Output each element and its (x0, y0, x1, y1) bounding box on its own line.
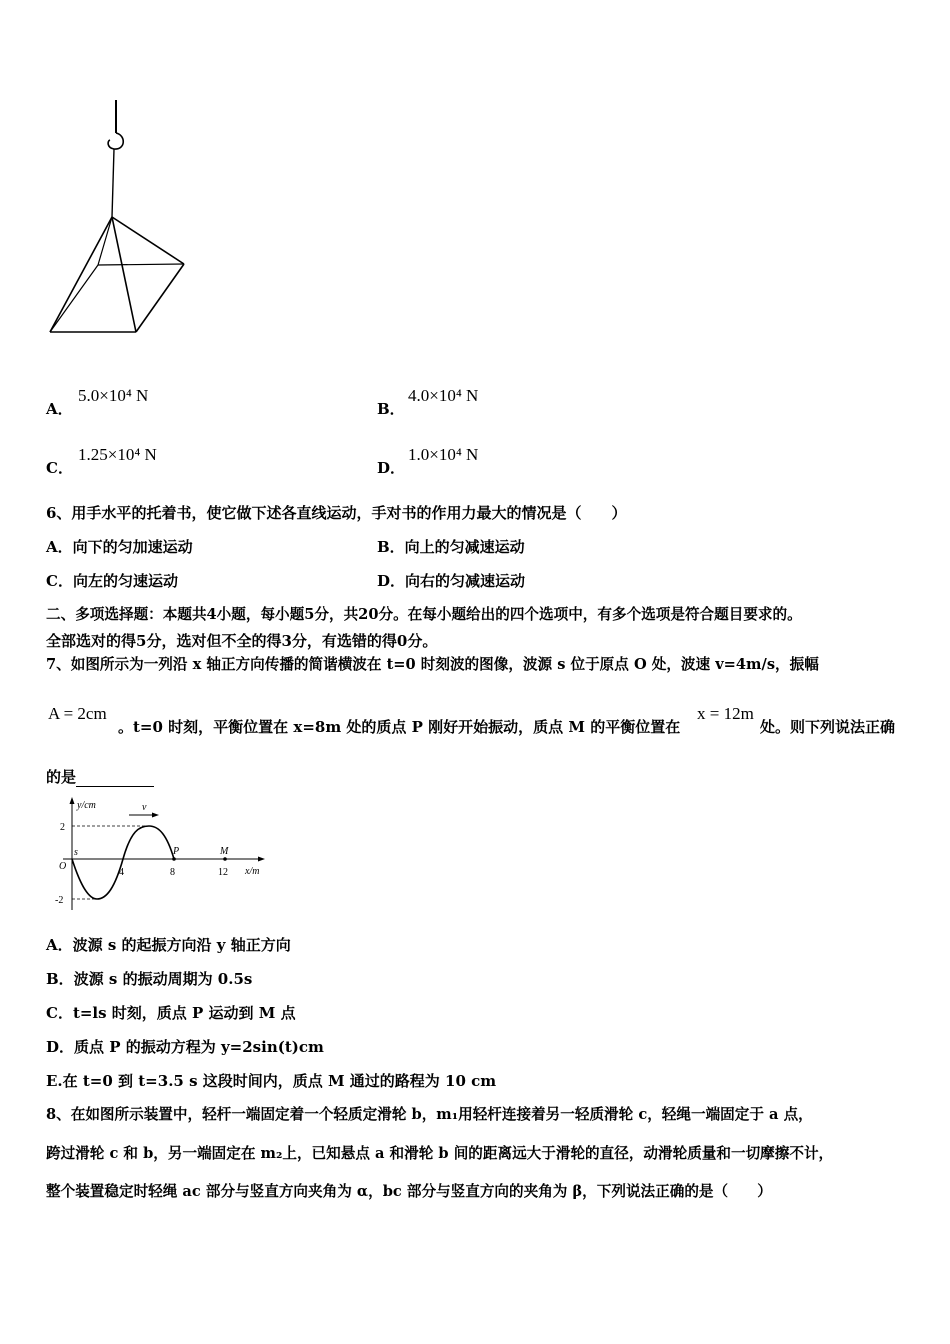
p-label: P (173, 846, 180, 857)
answer-blank[interactable] (76, 772, 154, 787)
q8-line2: 跨过滑轮 c 和 b，另一端固定在 m₂上，已知悬点 a 和滑轮 b 间的距离远大于滑轮的直径，动滑轮质量和一切摩擦不计， (46, 1145, 834, 1162)
q5-option-a-value: 5.0×10⁴ N (78, 386, 149, 405)
option-letter: B． (377, 400, 405, 418)
q8-line1: 8、在如图所示装置中，轻杆一端固定着一个轻质定滑轮 b，m₁用轻杆连接着另一轻质滑轮 c，轻绳一端固定于 a 点， (46, 1106, 813, 1123)
pyramid-hook-figure (40, 95, 200, 345)
q8-line3: 整个装置稳定时轻绳 ac 部分与竖直方向夹角为 α，bc 部分与竖直方向的夹角为 β，下列说法正确的是（ ） (46, 1183, 772, 1200)
y-tick-2: 2 (60, 822, 65, 833)
q6-option-b[interactable]: B．向上的匀减速运动 (377, 538, 525, 556)
option-letter: D． (377, 459, 406, 477)
q7-stem-line1: 7、如图所示为一列沿 x 轴正方向传播的简谐横波在 t=0 时刻波的图像，波源 s 位于原点 O 处，波速 v=4m/s，振幅 (46, 656, 819, 673)
x-tick-12: 12 (218, 867, 228, 878)
option-letter: C． (46, 459, 73, 477)
q5-option-c-value: 1.25×10⁴ N (78, 445, 157, 464)
q7-stem-line3 (46, 767, 154, 787)
q7-stem-line2-end: 处。则下列说法正确 (760, 718, 896, 736)
q5-option-a[interactable] (46, 398, 73, 419)
x-tick-4: 4 (119, 867, 124, 878)
q7-option-b[interactable]: B．波源 s 的振动周期为 0.5s (46, 970, 253, 988)
x-axis-arrow (258, 857, 265, 862)
option-letter: A． (46, 400, 73, 418)
q6-option-c[interactable]: C．向左的匀速运动 (46, 572, 178, 590)
q7-option-d[interactable]: D．质点 P 的振动方程为 y=2sin(t)cm (46, 1038, 324, 1056)
x-axis-label: x/m (245, 866, 260, 877)
q5-option-d-value: 1.0×10⁴ N (408, 445, 479, 464)
q7-option-a[interactable]: A．波源 s 的起振方向沿 y 轴正方向 (46, 936, 291, 954)
q6-option-a[interactable]: A．向下的匀加速运动 (46, 538, 193, 556)
y-tick-neg2: -2 (55, 895, 64, 906)
q7-option-c[interactable]: C．t=ls 时刻，质点 P 运动到 M 点 (46, 1004, 296, 1022)
wave-graph (45, 795, 270, 915)
q5-option-c[interactable] (46, 457, 73, 478)
section2-line1: 二、多项选择题：本题共4小题，每小题5分，共20分。在每小题给出的四个选项中，有多个选项是符合题目要求的。 (46, 606, 802, 623)
point-m (223, 857, 227, 861)
q6-option-d[interactable]: D．向右的匀减速运动 (377, 572, 526, 590)
section2-line2: 全部选对的得5分，选对但不全的得3分，有选错的得0分。 (46, 632, 438, 650)
q7-stem-line3-text: 的是 (46, 768, 77, 786)
point-p (172, 857, 176, 861)
q6-stem: 6、用手水平的托着书，使它做下述各直线运动，手对书的作用力最大的情况是（ ） (46, 504, 627, 522)
y-axis-label: y/cm (77, 800, 96, 811)
y-axis-arrow (70, 797, 75, 804)
source-label: s (74, 847, 78, 858)
m-label: M (220, 846, 229, 857)
q5-option-b[interactable] (377, 398, 405, 419)
x-tick-8: 8 (170, 867, 175, 878)
wave-curve (72, 826, 174, 899)
velocity-label: v (142, 802, 147, 813)
origin-label: O (59, 861, 67, 872)
q7-amplitude-formula: A = 2cm (48, 704, 107, 723)
q7-stem-line2: 。t=0 时刻，平衡位置在 x=8m 处的质点 P 刚好开始振动，质点 M 的平衡位置在 (118, 718, 681, 736)
q7-position-formula: x = 12m (697, 704, 754, 723)
q5-option-b-value: 4.0×10⁴ N (408, 386, 479, 405)
q5-option-d[interactable] (377, 457, 405, 478)
q7-option-e[interactable]: E.在 t=0 到 t=3.5 s 这段时间内，质点 M 通过的路程为 10 cm (46, 1072, 497, 1090)
